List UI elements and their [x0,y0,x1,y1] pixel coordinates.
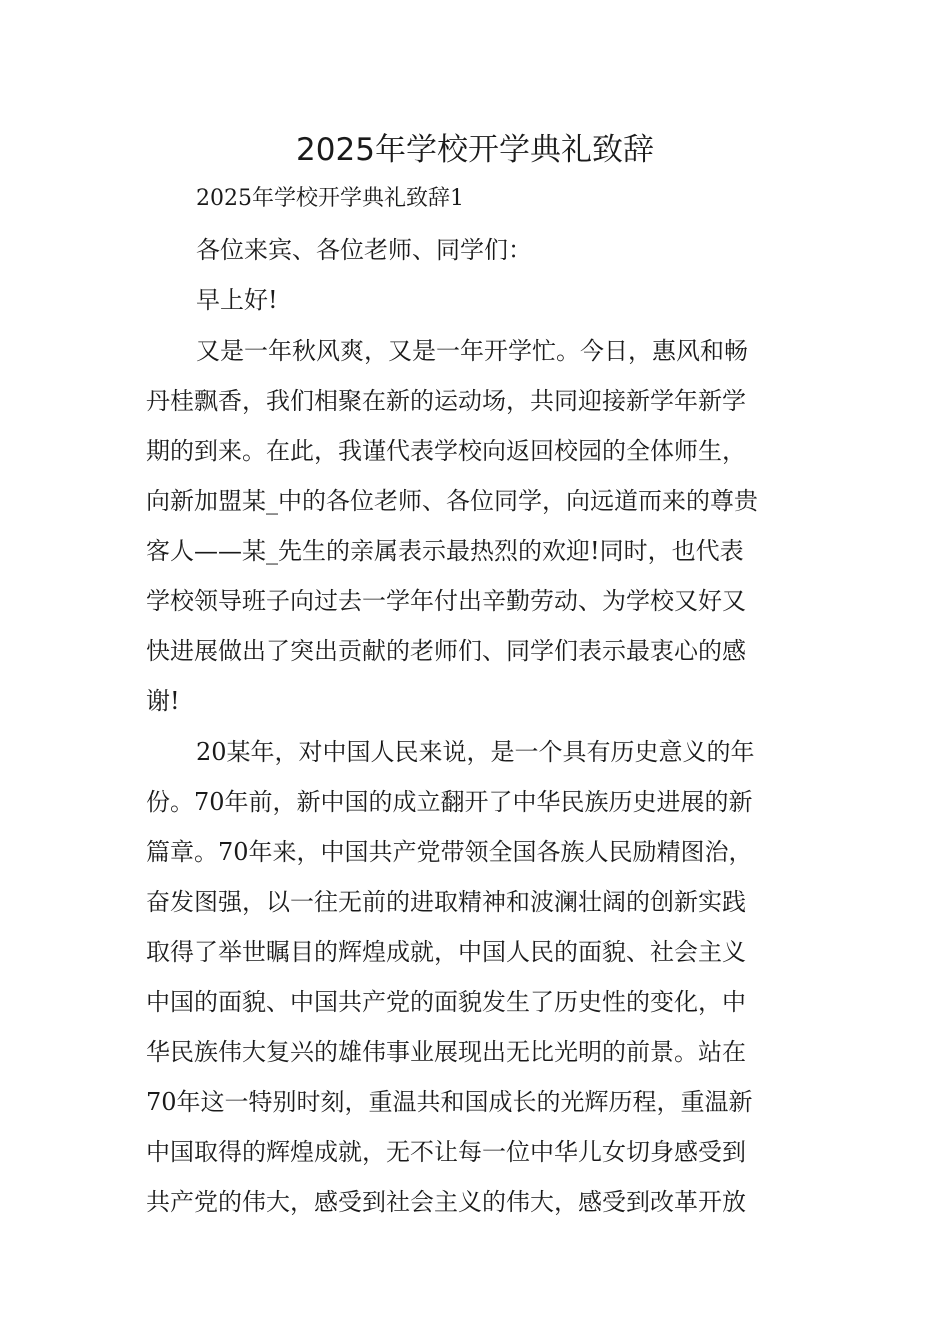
paragraph-line: 华民族伟大复兴的雄伟事业展现出无比光明的前景。站在 [146,1038,746,1066]
paragraph-line: 向新加盟某_中的各位老师、各位同学，向远道而来的尊贵 [146,487,758,515]
paragraph-line: 谢! [146,687,180,715]
paragraph-line: 快进展做出了突出贡献的老师们、同学们表示最衷心的感 [146,637,746,665]
paragraph-line: 70年这一特别时刻，重温共和国成长的光辉历程，重温新 [146,1088,753,1116]
paragraph-line: 丹桂飘香，我们相聚在新的运动场，共同迎接新学年新学 [146,387,746,415]
paragraph-line: 共产党的伟大，感受到社会主义的伟大，感受到改革开放 [146,1188,746,1216]
document-title: 2025年学校开学典礼致辞 [296,132,654,168]
paragraph-line: 份。70年前，新中国的成立翻开了中华民族历史进展的新 [146,788,753,816]
salutation: 各位来宾、各位老师、同学们： [196,236,532,264]
paragraph-line: 篇章。70年来，中国共产党带领全国各族人民励精图治， [146,838,753,866]
paragraph-line: 期的到来。在此，我谨代表学校向返回校园的全体师生， [146,437,746,465]
paragraph-line: 客人——某_先生的亲属表示最热烈的欢迎!同时，也代表 [146,537,744,565]
paragraph-line: 中国取得的辉煌成就，无不让每一位中华儿女切身感受到 [146,1138,746,1166]
paragraph-line: 中国的面貌、中国共产党的面貌发生了历史性的变化，中 [146,988,746,1016]
greeting: 早上好! [196,286,278,314]
paragraph-line: 学校领导班子向过去一学年付出辛勤劳动、为学校又好又 [146,587,746,615]
paragraph-line: 又是一年秋风爽，又是一年开学忙。今日，惠风和畅 [196,337,748,365]
paragraph-line: 奋发图强，以一往无前的进取精神和波澜壮阔的创新实践 [146,888,746,916]
paragraph-line: 取得了举世瞩目的辉煌成就，中国人民的面貌、社会主义 [146,938,746,966]
paragraph-line: 20某年，对中国人民来说，是一个具有历史意义的年 [196,738,755,766]
section-heading: 2025年学校开学典礼致辞1 [196,186,464,211]
